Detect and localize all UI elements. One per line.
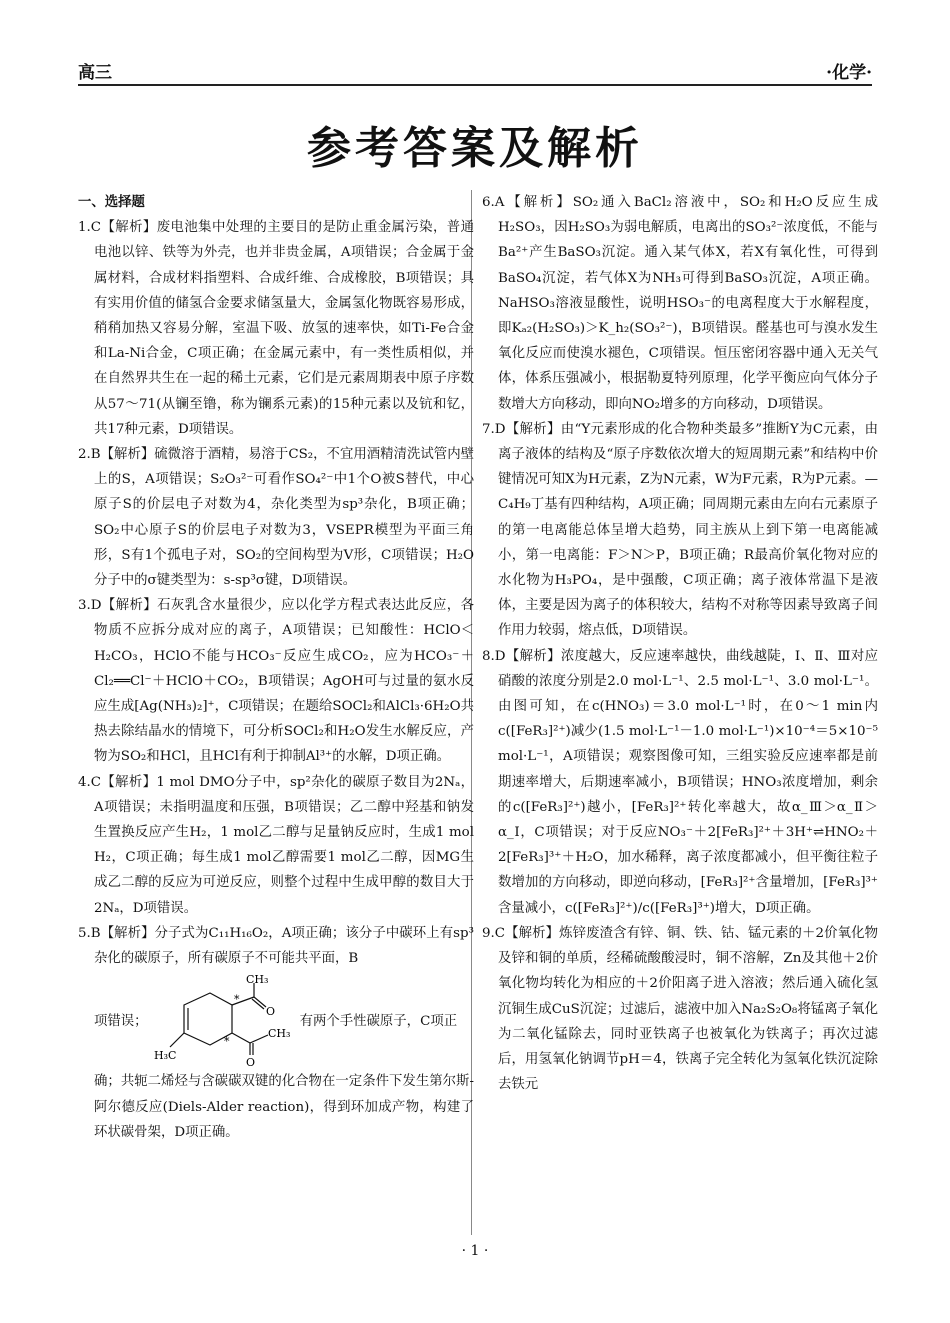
mol-o-top: O [265, 1005, 275, 1019]
mol-o-bottom: O [245, 1056, 255, 1068]
mol-star-2: * [223, 1035, 230, 1049]
header-grade: 高三 [78, 63, 112, 83]
answer-8: 8.D【解析】浓度越大，反应速率越快，曲线越陡，Ⅰ、Ⅱ、Ⅲ对应硝酸的浓度分别是2.0 mol·L⁻¹、2.5 mol·L⁻¹、3.0 mol·L⁻¹。由图可知，在c(HNO₃)＝3.0 mol·L⁻¹时，在0～1 min内c([FeR₃]²⁺)减少(1.5 mol·L⁻¹－1.0 mol·L⁻¹)×10⁻⁴＝5×10⁻⁵ mol·L⁻¹，A项错误；观察图像可知，三组实验反应速率都是前期速率增大，后期速率减小，B项错误；HNO₃浓度增加，剩余的c([FeR₃]²⁺)越小，[FeR₃]²⁺转化率越大，故α_Ⅲ＞α_Ⅱ＞α_Ⅰ，C项错误；对于反应NO₃⁻＋2[FeR₃]²⁺＋3H⁺⇌HNO₂＋2[FeR₃]³⁺＋H₂O，加水稀释，离子浓度都减小，但平衡往粒子数增加的方向移动，即逆向移动，[FeR₃]²⁺含量增加，[FeR₃]³⁺含量减小，c([FeR₃]²⁺)/c([FeR₃]³⁺)增大，D项正确。 [482, 648, 878, 916]
section-heading: 一、选择题 [78, 195, 145, 210]
answer-4: 4.C【解析】1 mol DMO分子中，sp²杂化的碳原子数目为2Nₐ，A项错误；未指明温度和压强，B项错误；乙二醇中羟基和钠发生置换反应产生H₂，1 mol乙二醇与足量钠反应时，生成1 mol H₂，C项正确；每生成1 mol乙醇需要1 mol乙二醇，因MG生成乙二醇的反应为可逆反应，则整个过程中生成甲醇的数目大于2Nₐ，D项错误。 [78, 774, 474, 916]
answer-2: 2.B【解析】硫微溶于酒精，易溶于CS₂，不宜用酒精清洗试管内壁上的S，A项错误；S₂O₃²⁻可看作SO₄²⁻中1个O被S替代，中心原子S的价层电子对数为4，杂化类型为sp³杂化，B项正确；SO₂中心原子S的价层电子对数为3，VSEPR模型为平面三角形，S有1个孤电子对，SO₂的空间构型为V形，C项错误；H₂O分子中的σ键类型为：s-sp³σ键，D项错误。 [78, 447, 474, 589]
answer-9: 9.C【解析】炼锌废渣含有锌、铜、铁、钴、锰元素的＋2价氧化物及锌和铜的单质，经稀硫酸酸浸时，铜不溶解，Zn及其他＋2价氧化物均转化为相应的＋2价阳离子进入溶液；然后通入硫化氢沉铜生成CuS沉淀；过滤后，滤液中加入Na₂S₂O₈将锰离子氧化为二氧化锰除去，同时亚铁离子也被氧化为铁离子；再次过滤后，用氢氧化钠调节pH＝4，铁离子完全转化为氢氧化铁沉淀除去铁元 [482, 925, 878, 1093]
page-number: · 1 · [461, 1243, 489, 1259]
answer-6: 6.A【解析】SO₂通入BaCl₂溶液中，SO₂和H₂O反应生成H₂SO₃，因H₂SO₃为弱电解质，电离出的SO₃²⁻浓度低，不能与Ba²⁺产生BaSO₃沉淀。通入某气体X，若X有氧化性，可得到BaSO₄沉淀，若气体X为NH₃可得到BaSO₃沉淀，A项正确。NaHSO₃溶液显酸性，说明HSO₃⁻的电离程度大于水解程度，即Kₐ₂(H₂SO₃)＞K_h₂(SO₃²⁻)，B项错误。醛基也可与溴水发生氧化反应而使溴水褪色，C项错误。恒压密闭容器中通入无关气体，体系压强减小，根据勒夏特列原理，化学平衡应向气体分子数增大方向移动，即向NO₂增多的方向移动，D项错误。 [482, 195, 878, 412]
answer-7: 7.D【解析】由“Y元素形成的化合物种类最多”推断Y为C元素，由离子液体的结构及“原子序数依次增大的短周期元素”和结构中价键情况可知X为H元素，Z为N元素，W为F元素，R为P元素。—C₄H₉丁基有四种结构，A项正确；同周期元素由左向右元素原子的第一电离能总体呈增大趋势，同主族从上到下第一电离能减小，第一电离能：F＞N＞P，B项正确；R最高价氧化物对应的水化物为H₃PO₄，是中强酸，C项正确；离子液体常温下是液体，主要是因为离子的体积较大，结构不对称等因素导致离子间作用力较弱，熔点低，D项错误。 [482, 421, 878, 639]
answer-5-mid-left: 项错误； [94, 1013, 148, 1029]
right-column [482, 190, 878, 1097]
answer-3: 3.D【解析】石灰乳含水量很少，应以化学方程式表达此反应，各物质不应拆分成对应的离子，A项错误；已知酸性：HClO＜H₂CO₃，HClO不能与HCO₃⁻反应生成CO₂，应为HCO₃⁻＋Cl₂══Cl⁻＋HClO＋CO₂，B项错误；AgOH可与过量的氨水反应生成[Ag(NH₃)₂]⁺，C项错误；在题给SOCl₂和AlCl₃·6H₂O共热去除结晶水的情境下，可分析SOCl₂和H₂O发生水解反应，产物为SO₂和HCl，且HCl有利于抑制Al³⁺的水解，D项正确。 [78, 598, 474, 765]
answer-1: 1.C【解析】废电池集中处理的主要目的是防止重金属污染，普通电池以锌、铁等为外壳，也并非贵金属，A项错误；合金属于金属材料，合成材料指塑料、合成纤维、合成橡胶，B项错误；具有实用价值的储氢合金要求储氢量大，金属氢化物既容易形成，稍稍加热又容易分解，室温下吸、放氢的速率快，如Ti-Fe合金和La-Ni合金，C项正确；在金属元素中，有一类性质相似，并在自然界共生在一起的稀土元素，它们是元素周期表中原子序数从57～71(从镧至镥，称为镧系元素)的15种元素以及钪和钇，共17种元素，D项错误。 [78, 220, 474, 437]
molecule-structure [154, 975, 294, 1067]
answer-5: 5.B【解析】分子式为C₁₁H₁₆O₂，A项正确；该分子中碳环上有sp³杂化的碳原子，所有碳原子不可能共平面，B [78, 925, 474, 967]
molecule-row [94, 975, 474, 1067]
mol-ch3-right: CH₃ [267, 1027, 290, 1041]
header-subject: ·化学· [826, 63, 872, 83]
answer-5-mid-right: 有两个手性碳原子，C项正 [299, 1013, 458, 1029]
mol-ch3-top: CH₃ [245, 975, 268, 987]
mol-h3c: H₃C [153, 1049, 176, 1063]
page-title: 参考答案及解析 [307, 123, 643, 174]
answer-5-end: 确；共轭二烯烃与含碳碳双键的化合物在一定条件下发生第尔斯-阿尔德反应(Diels-Alder reaction)，得到环加成产物，构建了环状碳骨架，D项正确。 [94, 1074, 474, 1140]
mol-star-1: * [233, 993, 240, 1007]
left-column [78, 190, 474, 1145]
page-header [78, 54, 872, 86]
